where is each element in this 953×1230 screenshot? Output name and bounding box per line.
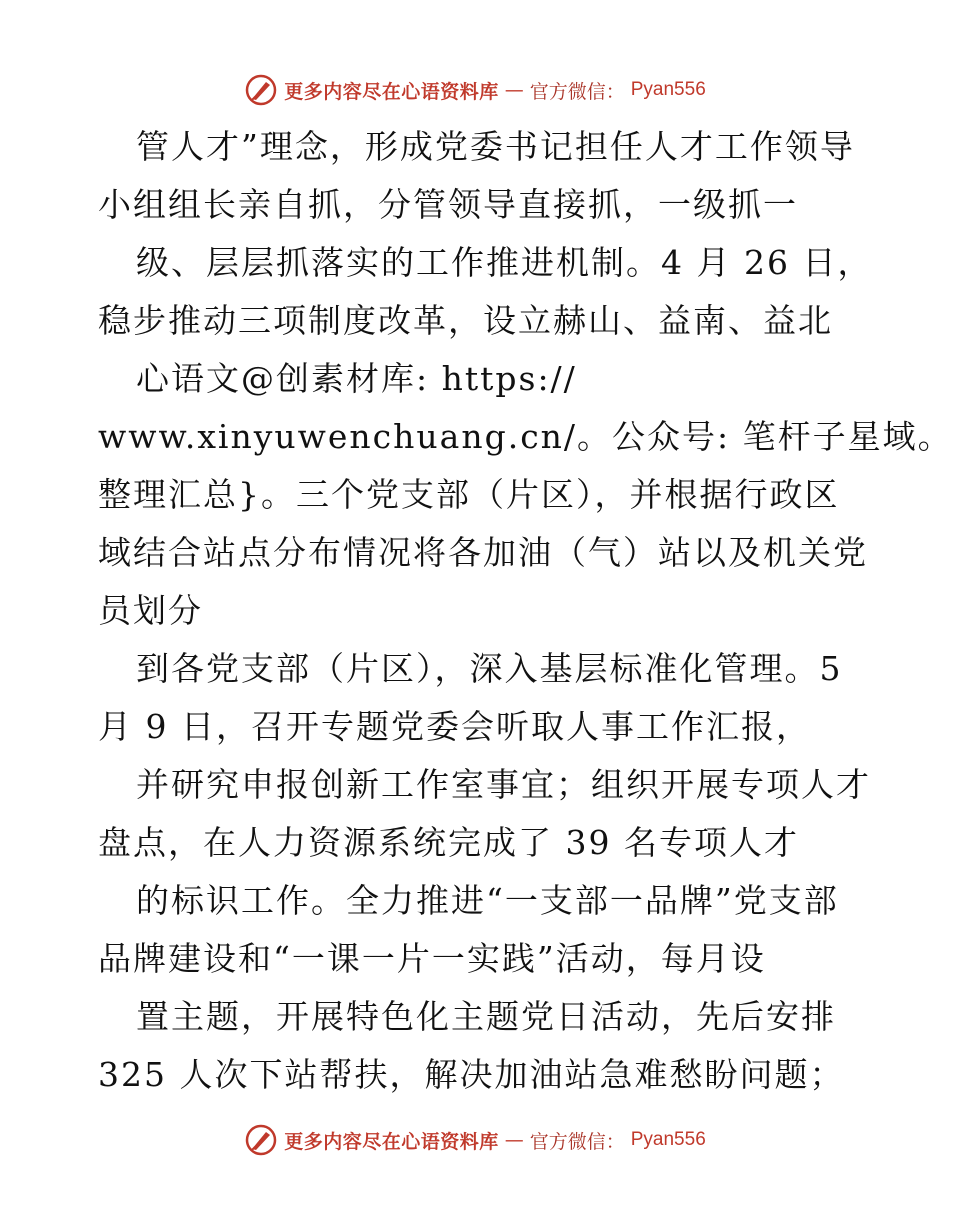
body-line: 月 9 日，召开专题党委会听取人事工作汇报， xyxy=(98,707,811,746)
body-line: 品牌建设和“一课一片一实践”活动，每月设 xyxy=(98,939,766,978)
body-line: 小组组长亲自抓，分管领导直接抓，一级抓一 xyxy=(98,185,798,224)
banner-main-text: 更多内容尽在心语资料库 xyxy=(284,1130,499,1153)
body-line: 并研究申报创新工作室事宜；组织开展专项人才 xyxy=(136,765,871,804)
body-line: 325 人次下站帮扶，解决加油站急难愁盼问题； xyxy=(98,1055,845,1094)
body-line: 员划分 xyxy=(98,591,203,630)
body-line: www.xinyuwenchuang.cn/。公众号: 笔杆子星域。 xyxy=(98,417,953,456)
header-banner xyxy=(0,70,950,110)
quill-logo-icon xyxy=(244,1123,278,1157)
banner-main-text: 更多内容尽在心语资料库 xyxy=(284,80,499,103)
body-line: 的标识工作。全力推进“一支部一品牌”党支部 xyxy=(136,881,839,920)
footer-banner xyxy=(0,1120,950,1160)
banner-wechat-label: 官方微信： xyxy=(529,1130,625,1153)
banner-wechat-id: Pyan556 xyxy=(630,79,706,100)
body-line: 置主题，开展特色化主题党日活动，先后安排 xyxy=(136,997,836,1036)
body-line: 稳步推动三项制度改革，设立赫山、益南、益北 xyxy=(98,301,833,340)
body-line: 心语文@创素材库: https:// xyxy=(136,359,577,398)
quill-logo-icon xyxy=(244,73,278,107)
body-line: 到各党支部（片区），深入基层标准化管理。5 xyxy=(136,649,843,688)
document-body xyxy=(98,118,953,1104)
body-line: 管人才”理念，形成党委书记担任人才工作领导 xyxy=(136,127,855,166)
body-line: 盘点，在人力资源系统完成了 39 名专项人才 xyxy=(98,823,799,862)
banner-wechat-label: 官方微信： xyxy=(529,80,625,103)
banner-wechat-id: Pyan556 xyxy=(630,1129,706,1150)
body-line: 整理汇总}。三个党支部（片区），并根据行政区 xyxy=(98,475,840,514)
banner-separator: — xyxy=(504,79,524,101)
body-line: 级、层层抓落实的工作推进机制。4 月 26 日， xyxy=(136,243,873,282)
body-line: 域结合站点分布情况将各加油（气）站以及机关党 xyxy=(98,533,868,572)
banner-separator: — xyxy=(504,1129,524,1151)
